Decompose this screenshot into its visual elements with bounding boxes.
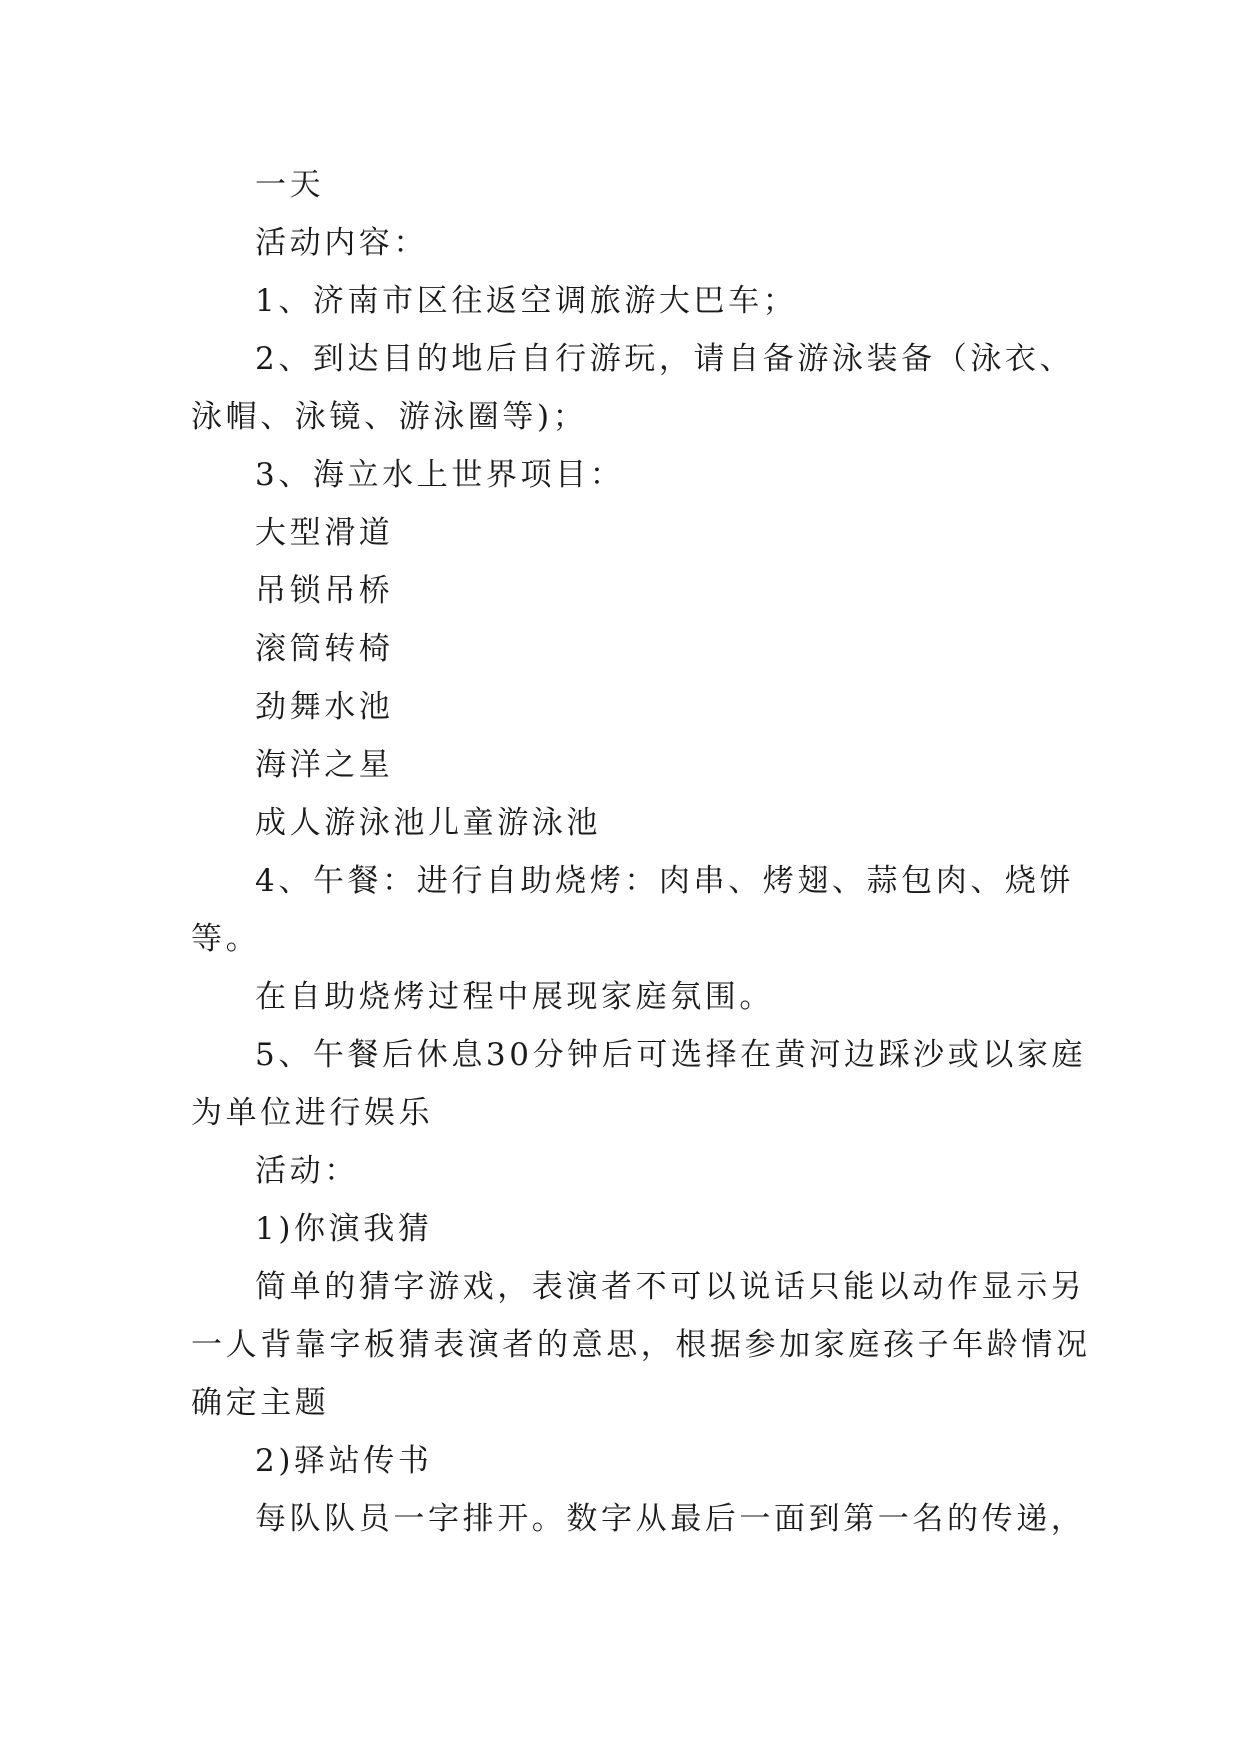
text-line: 一天 <box>255 167 325 203</box>
text-line: 3、海立水上世界项目： <box>255 457 625 493</box>
text-line: 活动内容： <box>255 225 428 261</box>
text-line: 1、济南市区往返空调旅游大巴车； <box>255 283 798 319</box>
text-line: 为单位进行娱乐 <box>191 1095 434 1131</box>
text-line: 活动： <box>255 1153 359 1189</box>
text-line: 泳帽、泳镜、游泳圈等)； <box>191 399 588 435</box>
text-line: 4、午餐：进行自助烧烤：肉串、烤翅、蒜包肉、烧饼 <box>255 863 1075 899</box>
text-line: 2、到达目的地后自行游玩，请自备游泳装备（泳衣、 <box>255 341 1075 377</box>
text-line: 成人游泳池儿童游泳池 <box>255 805 601 841</box>
text-line: 简单的猜字游戏，表演者不可以说话只能以动作显示另 <box>255 1269 1086 1305</box>
text-line: 1)你演我猜 <box>255 1211 433 1247</box>
text-line: 海洋之星 <box>255 747 394 783</box>
text-line: 确定主题 <box>191 1385 330 1421</box>
text-line: 5、午餐后休息30分钟后可选择在黄河边踩沙或以家庭 <box>255 1037 1087 1073</box>
text-line: 在自助烧烤过程中展现家庭氛围。 <box>255 979 774 1015</box>
text-line: 一人背靠字板猜表演者的意思，根据参加家庭孩子年龄情况 <box>191 1327 1091 1363</box>
text-line: 滚筒转椅 <box>255 631 394 667</box>
document-body <box>191 156 1091 1548</box>
text-line: 每队队员一字排开。数字从最后一面到第一名的传递， <box>255 1501 1086 1537</box>
text-line: 大型滑道 <box>255 515 394 551</box>
text-line: 劲舞水池 <box>255 689 394 725</box>
text-line: 2)驿站传书 <box>255 1443 433 1479</box>
text-line: 等。 <box>191 921 261 957</box>
text-line: 吊锁吊桥 <box>255 573 394 609</box>
